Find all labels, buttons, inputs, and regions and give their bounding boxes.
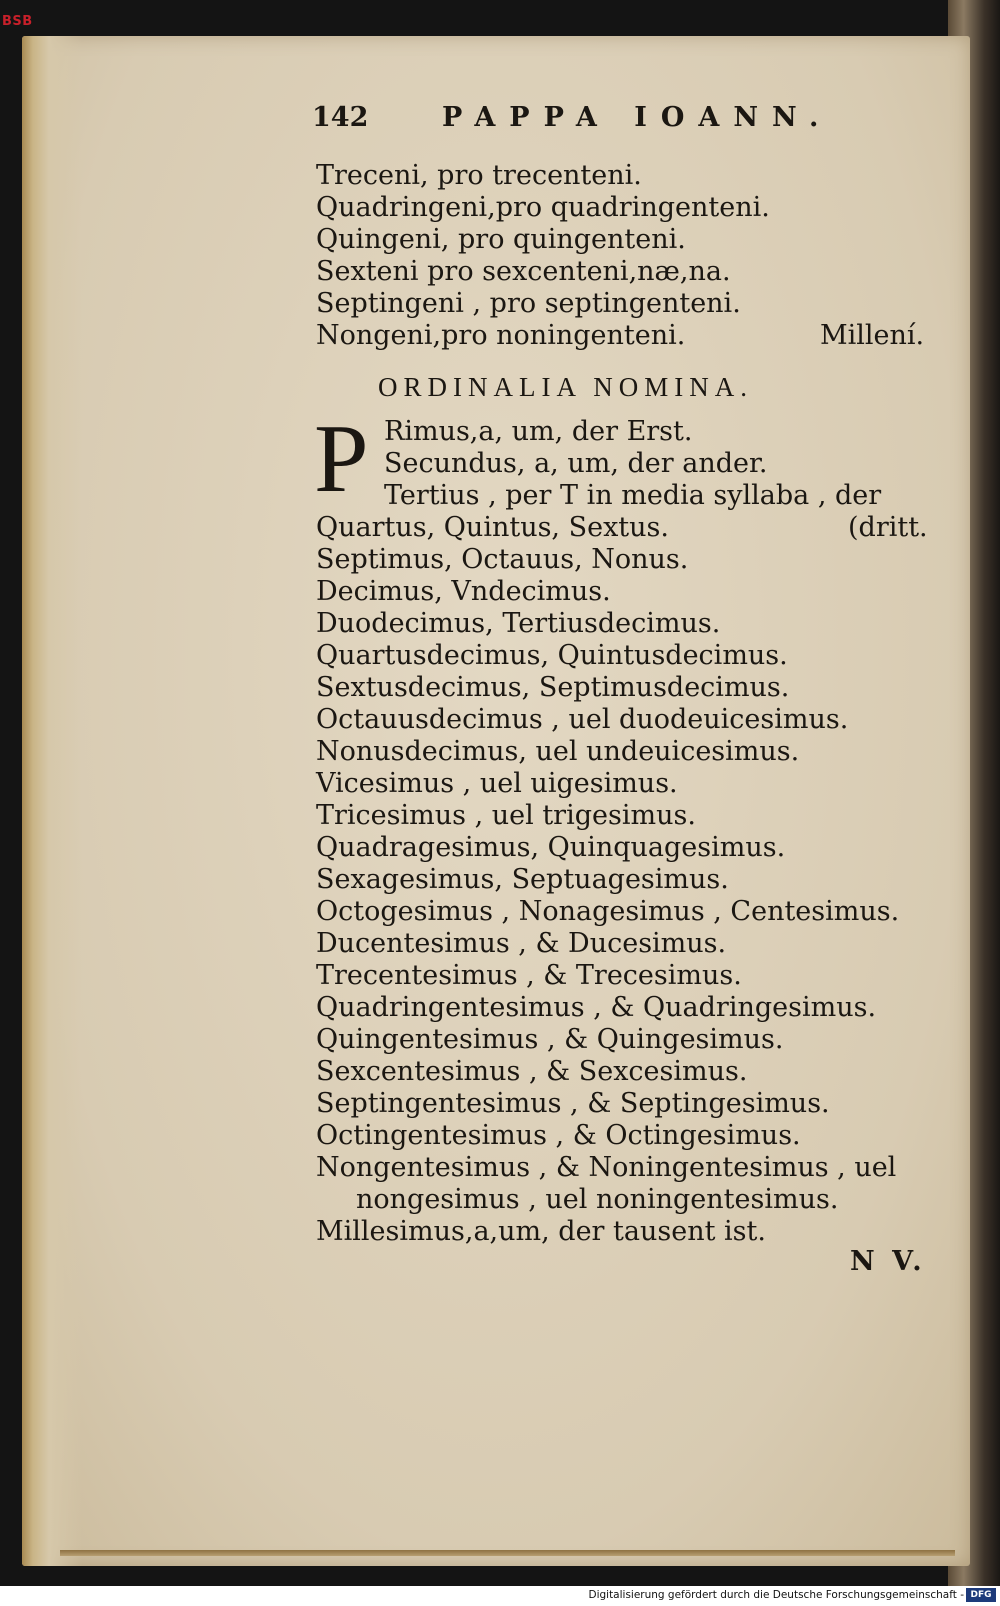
text-line: Octogesimus , Nonagesimus , Centesimus. — [316, 896, 900, 927]
library-mark: BSB — [2, 14, 33, 29]
text-line: Tertius , per T in media syllaba , der — [384, 480, 882, 511]
text-line: Decimus, Vndecimus. — [316, 576, 611, 607]
text-line: Sexagesimus, Septuagesimus. — [316, 864, 729, 895]
text-line: Sextusdecimus, Septimusdecimus. — [316, 672, 790, 703]
margin-continuation: (dritt. — [848, 512, 928, 543]
text-line: Millesimus,a,um, der tausent ist. — [316, 1216, 766, 1247]
signature-mark: N V. — [850, 1246, 926, 1277]
text-line: Quadragesimus, Quinquagesimus. — [316, 832, 786, 863]
footer-credit: Digitalisierung gefördert durch die Deutsche Forschungsgemeinschaft - — [588, 1589, 964, 1601]
text-line: Quartusdecimus, Quintusdecimus. — [316, 640, 788, 671]
text-line: Vicesimus , uel uigesimus. — [316, 768, 678, 799]
text-line: Septingentesimus , & Septingesimus. — [316, 1088, 830, 1119]
text-line: Trecentesimus , & Trecesimus. — [316, 960, 742, 991]
text-line: Duodecimus, Tertiusdecimus. — [316, 608, 721, 639]
digitization-footer — [0, 1586, 1000, 1606]
text-line: Quadringentesimus , & Quadringesimus. — [316, 992, 877, 1023]
text-line: Nongeni,pro noningenteni. — [316, 320, 686, 351]
section-heading: ORDINALIA NOMINA. — [378, 372, 753, 402]
text-line: Secundus, a, um, der ander. — [384, 448, 768, 479]
text-line: Sexteni pro sexcenteni,næ,na. — [316, 256, 731, 287]
text-line: Octauusdecimus , uel duodeuicesimus. — [316, 704, 849, 735]
text-line: nongesimus , uel noningentesimus. — [356, 1184, 839, 1215]
drop-cap: P — [314, 405, 369, 513]
text-line: Nonusdecimus, uel undeuicesimus. — [316, 736, 800, 767]
text-line: Quartus, Quintus, Sextus. — [316, 512, 669, 543]
text-line: Treceni, pro trecenteni. — [316, 160, 642, 191]
page-gutter-shadow — [22, 36, 82, 1566]
distributive-list — [316, 160, 770, 352]
text-line: Octingentesimus , & Octingesimus. — [316, 1120, 801, 1151]
text-line: Quadringeni,pro quadringenteni. — [316, 192, 770, 223]
ordinal-list — [316, 416, 899, 1248]
text-line: Septingeni , pro septingenteni. — [316, 288, 741, 319]
text-line: Septimus, Octauus, Nonus. — [316, 544, 689, 575]
page-number: 142 — [312, 102, 369, 133]
text-line: Quingentesimus , & Quingesimus. — [316, 1024, 784, 1055]
page-bottom-edge — [60, 1550, 955, 1556]
text-line: Sexcentesimus , & Sexcesimus. — [316, 1056, 748, 1087]
text-line: Quingeni, pro quingenteni. — [316, 224, 686, 255]
text-line: Ducentesimus , & Ducesimus. — [316, 928, 727, 959]
running-title: PAPPA IOANN. — [442, 102, 833, 133]
dfg-logo: DFG — [966, 1588, 996, 1602]
text-line: Tricesimus , uel trigesimus. — [316, 800, 696, 831]
catchword: Millení. — [820, 320, 925, 351]
text-line: Rimus,a, um, der Erst. — [384, 416, 693, 447]
text-line: Nongentesimus , & Noningentesimus , uel — [316, 1152, 897, 1183]
